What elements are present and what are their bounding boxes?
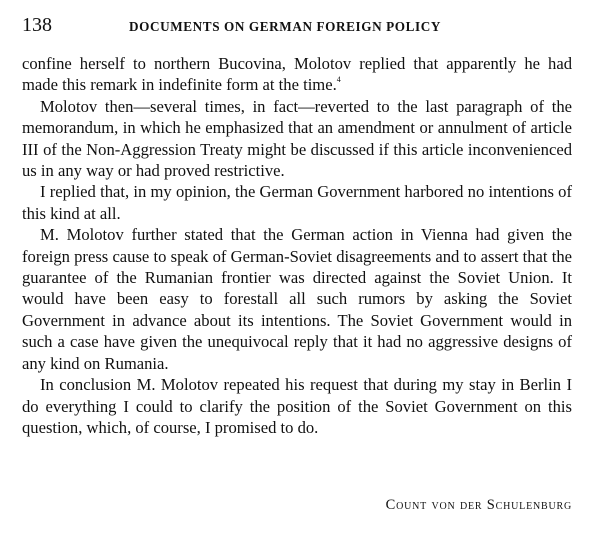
page-number: 138: [22, 14, 52, 36]
body-text: [22, 53, 572, 438]
paragraph: M. Molotov further stated that the German action in Vienna had given the foreign press cause to speak of German-Soviet disagreements and to assert that the guarantee of the Rumanian frontier was directed against the Soviet Union. It would have been easy to forestall all such rumors by asking the Soviet Government in advance about its intentions. The Soviet Government would in such a case have given the unequivocal reply that it had no aggressive designs of any kind on Rumania.: [22, 225, 572, 373]
running-title: DOCUMENTS ON GERMAN FOREIGN POLICY: [129, 19, 441, 34]
paragraph-continuation: [22, 53, 572, 96]
signature: Count von der Schulenburg: [385, 497, 572, 513]
paragraph: I replied that, in my opinion, the German Government harbored no intentions of this kind at all.: [22, 182, 572, 223]
footnote-marker[interactable]: 4: [336, 75, 341, 85]
page-header: [22, 14, 572, 40]
paragraph: Molotov then—several times, in fact—reverted to the last paragraph of the memorandum, in which he emphasized that an amendment or annulment of article III of the Non-Aggression Treaty might be discussed if this article inconvenienced us in any way or had proved restrictive.: [22, 96, 572, 181]
paragraph-text: confine herself to northern Bucovina, Molotov replied that apparently he had made this remark in indefinite form at the time.: [22, 54, 572, 95]
paragraph: In conclusion M. Molotov repeated his request that during my stay in Berlin I do everything I could to clarify the position of the Soviet Government on this question, which, of course, I promised to do.: [22, 375, 572, 437]
